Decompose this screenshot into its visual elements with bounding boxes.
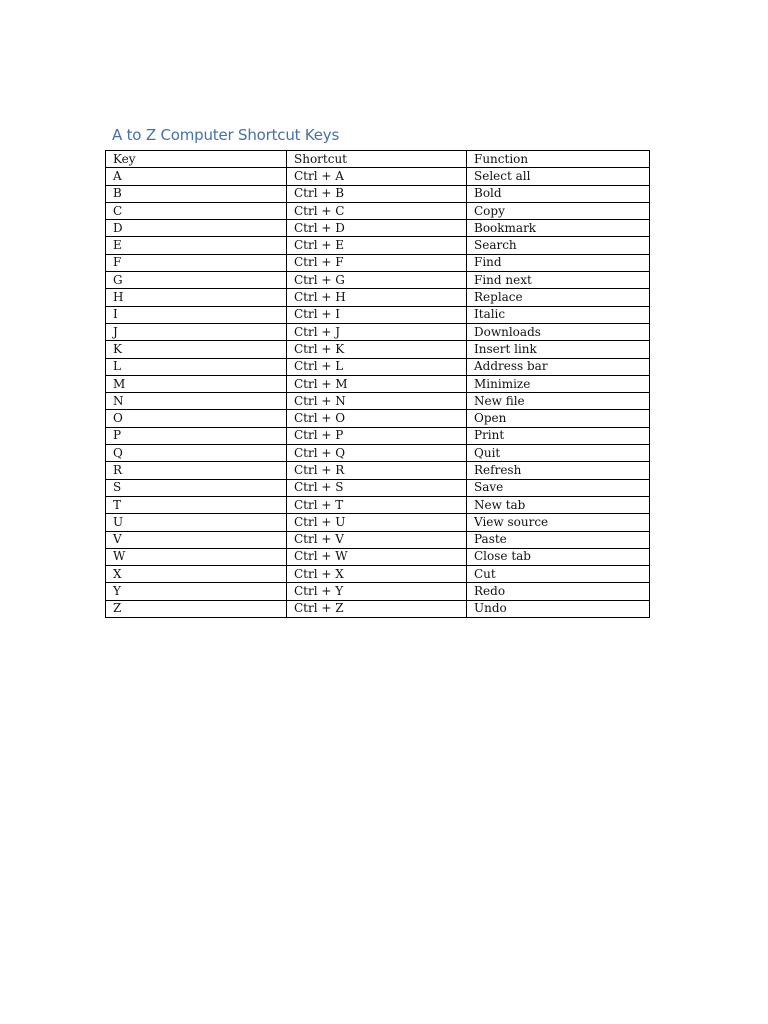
table-row: [106, 323, 650, 340]
key-cell: Y: [106, 583, 287, 600]
key-cell: W: [106, 548, 287, 565]
function-cell: Bold: [467, 185, 650, 202]
table-row: [106, 427, 650, 444]
key-cell: L: [106, 358, 287, 375]
table-row: [106, 393, 650, 410]
shortcut-cell: Ctrl + J: [287, 323, 467, 340]
key-cell: K: [106, 341, 287, 358]
shortcut-cell: Ctrl + U: [287, 514, 467, 531]
key-cell: G: [106, 272, 287, 289]
key-cell: B: [106, 185, 287, 202]
key-cell: Z: [106, 600, 287, 617]
table-row: [106, 479, 650, 496]
table-row: [106, 237, 650, 254]
function-cell: Undo: [467, 600, 650, 617]
key-cell: S: [106, 479, 287, 496]
table-row: [106, 220, 650, 237]
function-cell: New tab: [467, 496, 650, 513]
key-cell: X: [106, 566, 287, 583]
table-row: [106, 566, 650, 583]
key-cell: N: [106, 393, 287, 410]
function-cell: View source: [467, 514, 650, 531]
shortcut-cell: Ctrl + I: [287, 306, 467, 323]
key-cell: U: [106, 514, 287, 531]
table-row: [106, 410, 650, 427]
table-body: [106, 168, 650, 618]
shortcut-cell: Ctrl + A: [287, 168, 467, 185]
function-cell: Replace: [467, 289, 650, 306]
function-cell: Open: [467, 410, 650, 427]
key-cell: R: [106, 462, 287, 479]
table-row: [106, 600, 650, 617]
shortcut-cell: Ctrl + Y: [287, 583, 467, 600]
shortcut-cell: Ctrl + Z: [287, 600, 467, 617]
table-row: [106, 289, 650, 306]
shortcut-cell: Ctrl + M: [287, 375, 467, 392]
table-row: [106, 531, 650, 548]
key-cell: T: [106, 496, 287, 513]
shortcut-cell: Ctrl + O: [287, 410, 467, 427]
key-cell: M: [106, 375, 287, 392]
table-row: [106, 496, 650, 513]
document-title: A to Z Computer Shortcut Keys: [112, 126, 340, 144]
function-cell: Address bar: [467, 358, 650, 375]
table-row: [106, 168, 650, 185]
function-cell: New file: [467, 393, 650, 410]
key-cell: A: [106, 168, 287, 185]
shortcut-cell: Ctrl + L: [287, 358, 467, 375]
shortcut-cell: Ctrl + Q: [287, 445, 467, 462]
key-cell: E: [106, 237, 287, 254]
shortcut-cell: Ctrl + W: [287, 548, 467, 565]
shortcut-cell: Ctrl + S: [287, 479, 467, 496]
table-row: [106, 254, 650, 271]
shortcut-cell: Ctrl + P: [287, 427, 467, 444]
shortcut-cell: Ctrl + H: [287, 289, 467, 306]
function-cell: Minimize: [467, 375, 650, 392]
table-row: [106, 358, 650, 375]
function-cell: Save: [467, 479, 650, 496]
table-row: [106, 548, 650, 565]
shortcut-cell: Ctrl + R: [287, 462, 467, 479]
function-cell: Insert link: [467, 341, 650, 358]
table-row: [106, 583, 650, 600]
header-key: Key: [106, 151, 287, 168]
function-cell: Bookmark: [467, 220, 650, 237]
table-row: [106, 445, 650, 462]
key-cell: Q: [106, 445, 287, 462]
function-cell: Print: [467, 427, 650, 444]
shortcut-cell: Ctrl + D: [287, 220, 467, 237]
key-cell: J: [106, 323, 287, 340]
table-row: [106, 202, 650, 219]
table-row: [106, 272, 650, 289]
key-cell: D: [106, 220, 287, 237]
shortcut-cell: Ctrl + C: [287, 202, 467, 219]
function-cell: Find next: [467, 272, 650, 289]
shortcut-cell: Ctrl + T: [287, 496, 467, 513]
header-shortcut: Shortcut: [287, 151, 467, 168]
key-cell: C: [106, 202, 287, 219]
function-cell: Close tab: [467, 548, 650, 565]
function-cell: Quit: [467, 445, 650, 462]
function-cell: Search: [467, 237, 650, 254]
header-function: Function: [467, 151, 650, 168]
shortcut-cell: Ctrl + K: [287, 341, 467, 358]
shortcut-cell: Ctrl + V: [287, 531, 467, 548]
shortcut-cell: Ctrl + G: [287, 272, 467, 289]
function-cell: Cut: [467, 566, 650, 583]
shortcut-cell: Ctrl + E: [287, 237, 467, 254]
table-row: [106, 375, 650, 392]
table-row: [106, 462, 650, 479]
function-cell: Redo: [467, 583, 650, 600]
shortcut-table: [105, 150, 650, 618]
key-cell: I: [106, 306, 287, 323]
key-cell: H: [106, 289, 287, 306]
key-cell: V: [106, 531, 287, 548]
function-cell: Copy: [467, 202, 650, 219]
key-cell: F: [106, 254, 287, 271]
table-row: [106, 514, 650, 531]
function-cell: Downloads: [467, 323, 650, 340]
function-cell: Paste: [467, 531, 650, 548]
table-row: [106, 341, 650, 358]
table-row: [106, 185, 650, 202]
shortcut-cell: Ctrl + X: [287, 566, 467, 583]
table-row: [106, 306, 650, 323]
table-header-row: [106, 151, 650, 168]
function-cell: Italic: [467, 306, 650, 323]
function-cell: Refresh: [467, 462, 650, 479]
function-cell: Select all: [467, 168, 650, 185]
key-cell: P: [106, 427, 287, 444]
function-cell: Find: [467, 254, 650, 271]
shortcut-cell: Ctrl + N: [287, 393, 467, 410]
shortcut-cell: Ctrl + B: [287, 185, 467, 202]
key-cell: O: [106, 410, 287, 427]
shortcut-cell: Ctrl + F: [287, 254, 467, 271]
